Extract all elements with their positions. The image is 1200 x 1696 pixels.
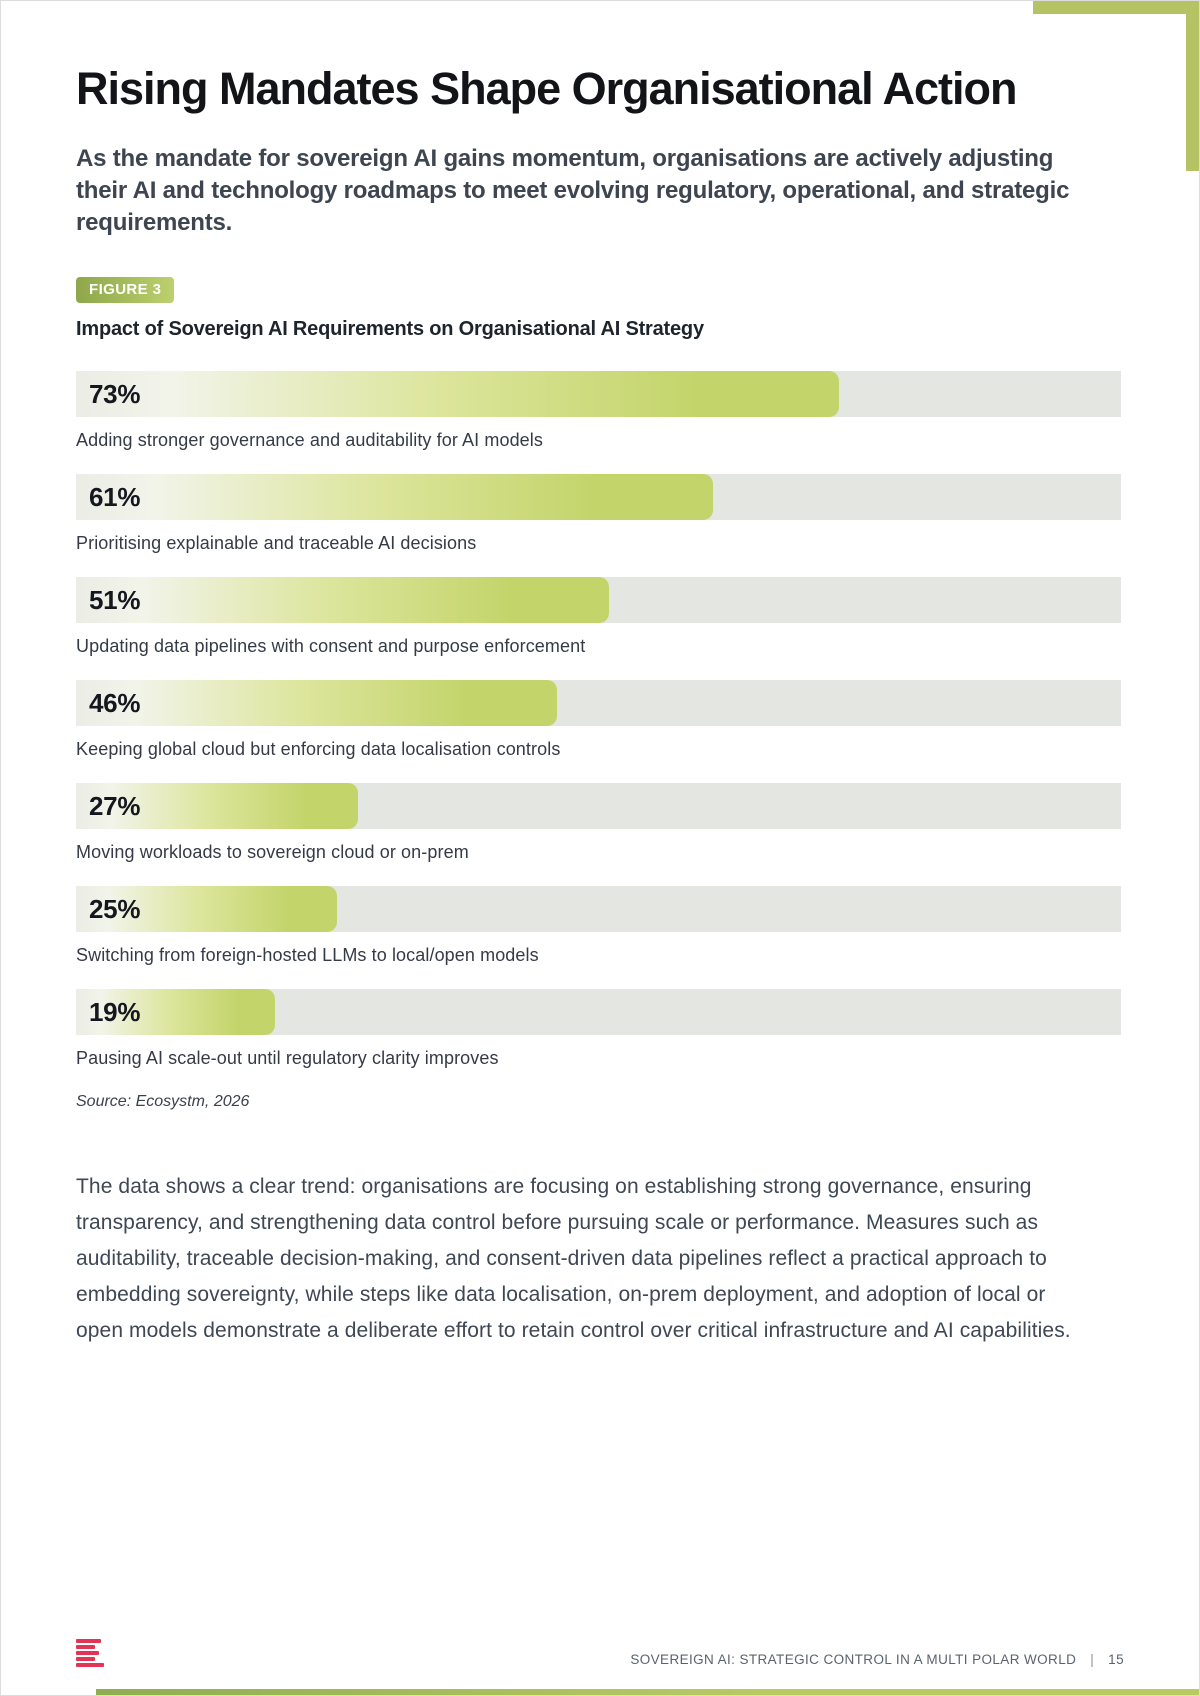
bar-caption: Prioritising explainable and traceable AI decisions	[76, 532, 477, 553]
footer-separator: |	[1090, 1652, 1095, 1667]
bar-track	[76, 680, 1121, 726]
intro-paragraph: As the mandate for sovereign AI gains momentum, organisations are actively adjusting their AI and technology roadmaps to meet evolving regulatory, operational, and strategic requirements.	[76, 145, 1070, 236]
logo-bar	[76, 1639, 101, 1643]
bar-row	[76, 989, 1121, 1069]
bar-track	[76, 577, 1121, 623]
bar-track	[76, 783, 1121, 829]
bar-value-label: 51%	[89, 584, 141, 615]
bar-track	[76, 474, 1121, 520]
bar-value-label: 73%	[89, 378, 141, 409]
bar-value-label: 46%	[89, 687, 141, 718]
page-title: Rising Mandates Shape Organisational Action	[76, 63, 1017, 114]
footer-report-title: SOVEREIGN AI: STRATEGIC CONTROL IN A MULTI POLAR WORLD	[630, 1652, 1077, 1667]
bar-track	[76, 989, 1121, 1035]
source-note: Source: Ecosystm, 2026	[76, 1092, 250, 1110]
bottom-accent-strip	[96, 1689, 1199, 1695]
figure-title: Impact of Sovereign AI Requirements on Organisational AI Strategy	[76, 317, 704, 340]
logo-bar	[76, 1657, 95, 1661]
logo-bar	[76, 1645, 95, 1649]
logo-bar	[76, 1651, 99, 1655]
bar-caption: Pausing AI scale-out until regulatory clarity improves	[76, 1047, 499, 1068]
analysis-paragraph: The data shows a clear trend: organisations are focusing on establishing strong governance, ensuring transparency, and strengthening data control before pursuing scale or performance. Measures such as auditability, traceable decision-making, and consent-driven data pipelines reflect a practical approach to embedding sovereignty, while steps like data localisation, on-prem deployment, and adoption of local or open models demonstrate a deliberate effort to retain control over critical infrastructure and AI capabilities.	[76, 1174, 1071, 1343]
bar-value-label: 27%	[89, 790, 141, 821]
bar-row	[76, 371, 1121, 451]
corner-accent-right	[1186, 1, 1200, 171]
bar-row	[76, 474, 1121, 554]
page-footer	[76, 1639, 1124, 1667]
bar-row	[76, 680, 1121, 760]
figure-badge: FIGURE 3	[76, 277, 174, 303]
bar-row	[76, 577, 1121, 657]
bar-chart	[76, 371, 1121, 1069]
logo-bar	[76, 1663, 104, 1667]
bar-value-label: 25%	[89, 893, 141, 924]
footer-page-number: 15	[1108, 1652, 1124, 1667]
page-content	[1, 1, 1199, 1349]
bar-caption: Updating data pipelines with consent and purpose enforcement	[76, 635, 586, 656]
bar-caption: Moving workloads to sovereign cloud or on-prem	[76, 841, 469, 862]
bar-row	[76, 886, 1121, 966]
bar-fill	[76, 371, 839, 417]
bar-value-label: 61%	[89, 481, 141, 512]
bar-caption: Keeping global cloud but enforcing data localisation controls	[76, 738, 561, 759]
bar-track	[76, 371, 1121, 417]
bar-caption: Adding stronger governance and auditability for AI models	[76, 429, 543, 450]
footer-meta	[630, 1652, 1124, 1667]
corner-accent-top	[1033, 1, 1200, 14]
bar-row	[76, 783, 1121, 863]
bar-fill	[76, 577, 609, 623]
bar-fill	[76, 474, 713, 520]
bar-track	[76, 886, 1121, 932]
bar-caption: Switching from foreign-hosted LLMs to local/open models	[76, 944, 539, 965]
bar-fill	[76, 680, 557, 726]
bar-value-label: 19%	[89, 996, 141, 1027]
ecosystm-logo-icon	[76, 1639, 104, 1667]
